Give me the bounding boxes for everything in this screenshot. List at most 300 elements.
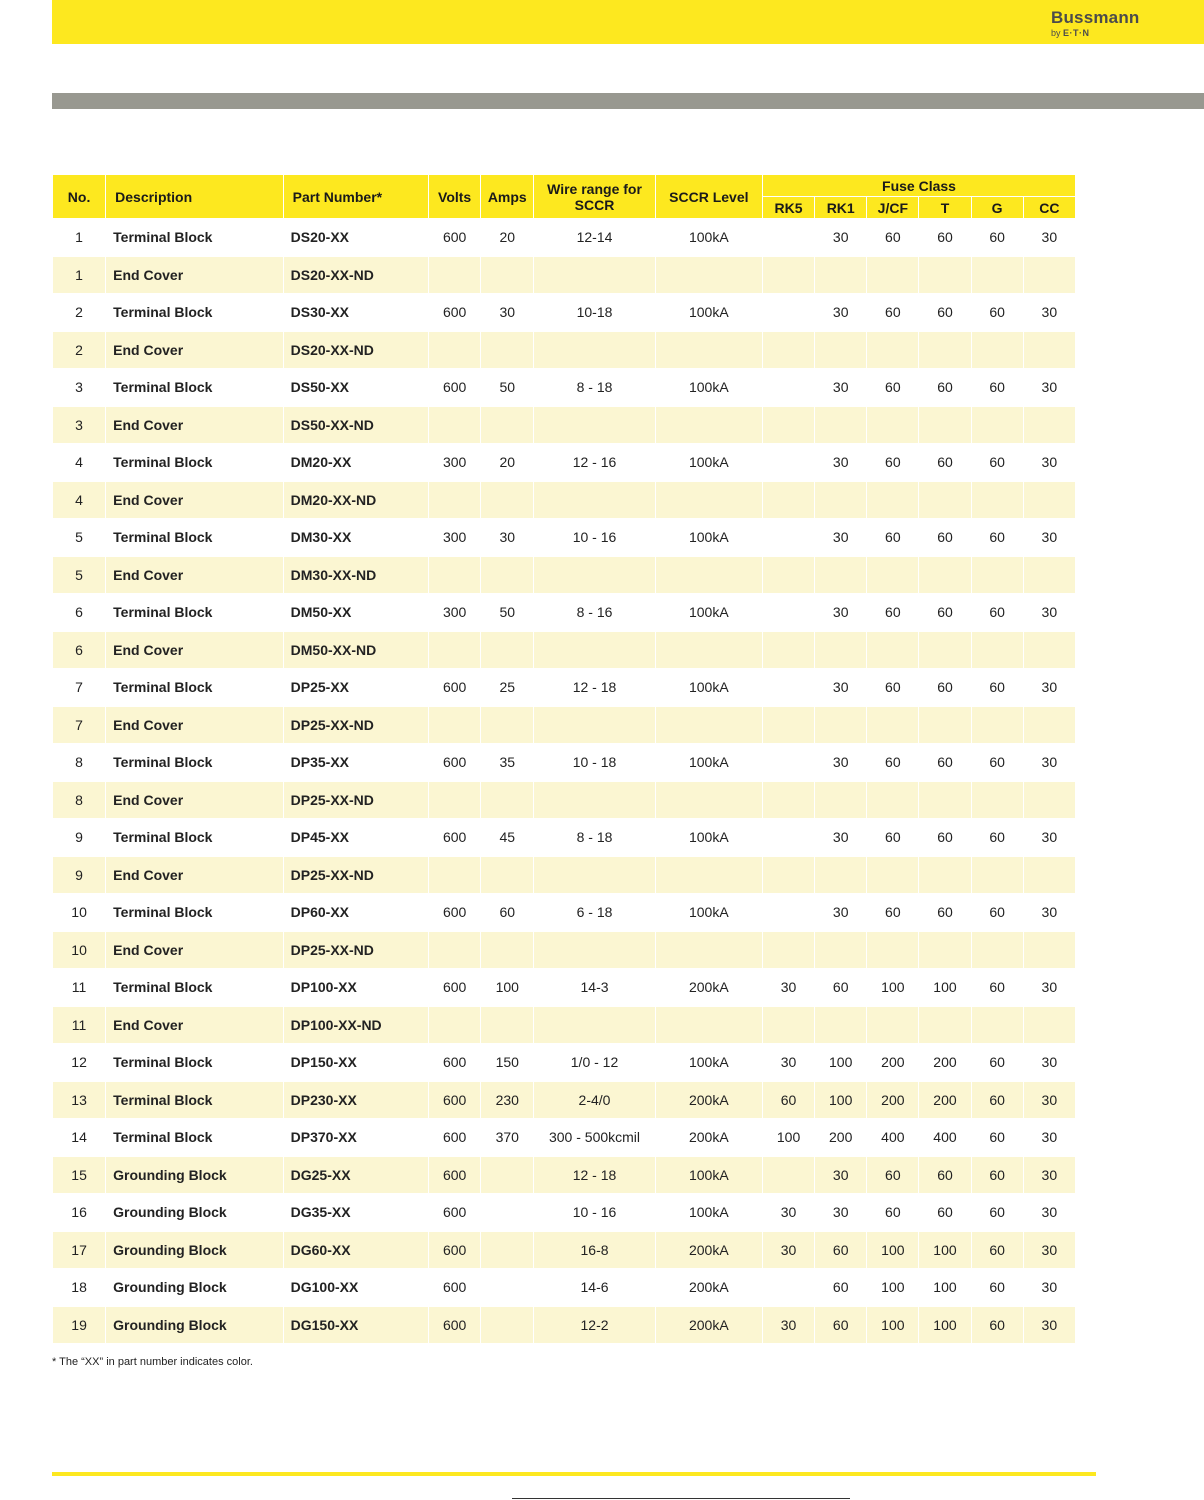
- cell-rk1: [815, 406, 867, 444]
- cell-amps: 60: [481, 894, 534, 932]
- cell-part-number: DM30-XX-ND: [283, 556, 428, 594]
- cell-jcf: [867, 1006, 919, 1044]
- header-wire-range: [534, 175, 655, 219]
- table-row: [53, 631, 1076, 669]
- cell-description: Grounding Block: [106, 1269, 284, 1307]
- header-sccr-level: SCCR Level: [655, 175, 762, 219]
- cell-t: [919, 1006, 971, 1044]
- cell-jcf: 100: [867, 1269, 919, 1307]
- cell-no: 3: [53, 406, 106, 444]
- footer-rule: [512, 1498, 850, 1499]
- cell-description: End Cover: [106, 481, 284, 519]
- cell-part-number: DG100-XX: [283, 1269, 428, 1307]
- cell-no: 7: [53, 706, 106, 744]
- cell-g: [971, 556, 1023, 594]
- cell-t: 100: [919, 1269, 971, 1307]
- header-part-number: Part Number*: [283, 175, 428, 219]
- cell-jcf: 60: [867, 1156, 919, 1194]
- cell-g: [971, 781, 1023, 819]
- table-row: [53, 1194, 1076, 1232]
- cell-cc: [1023, 256, 1075, 294]
- cell-description: Terminal Block: [106, 744, 284, 782]
- cell-description: End Cover: [106, 931, 284, 969]
- header-jcf: J/CF: [867, 197, 919, 219]
- cell-amps: [481, 1306, 534, 1344]
- cell-rk1: 30: [815, 294, 867, 332]
- cell-volts: [429, 556, 481, 594]
- cell-wire-range: 10 - 16: [534, 1194, 655, 1232]
- cell-part-number: DP100-XX: [283, 969, 428, 1007]
- footnote: * The “XX” in part number indicates color.: [52, 1356, 253, 1368]
- table-row: [53, 1306, 1076, 1344]
- cell-rk5: 30: [762, 1231, 814, 1269]
- cell-no: 9: [53, 856, 106, 894]
- cell-g: 60: [971, 519, 1023, 557]
- table-row: [53, 1119, 1076, 1157]
- cell-t: [919, 256, 971, 294]
- cell-rk5: 100: [762, 1119, 814, 1157]
- cell-sccr-level: [655, 631, 762, 669]
- cell-jcf: [867, 781, 919, 819]
- cell-rk1: 30: [815, 894, 867, 932]
- cell-g: [971, 1006, 1023, 1044]
- cell-t: 100: [919, 969, 971, 1007]
- cell-amps: 50: [481, 369, 534, 407]
- cell-part-number: DP370-XX: [283, 1119, 428, 1157]
- cell-rk5: [762, 631, 814, 669]
- cell-description: Terminal Block: [106, 1081, 284, 1119]
- cell-no: 8: [53, 744, 106, 782]
- cell-no: 5: [53, 519, 106, 557]
- cell-wire-range: 2-4/0: [534, 1081, 655, 1119]
- cell-jcf: 200: [867, 1081, 919, 1119]
- cell-description: End Cover: [106, 631, 284, 669]
- cell-part-number: DP100-XX-ND: [283, 1006, 428, 1044]
- cell-t: [919, 631, 971, 669]
- cell-amps: 230: [481, 1081, 534, 1119]
- cell-no: 15: [53, 1156, 106, 1194]
- cell-amps: 45: [481, 819, 534, 857]
- cell-amps: 20: [481, 219, 534, 257]
- cell-t: 200: [919, 1081, 971, 1119]
- cell-rk1: 200: [815, 1119, 867, 1157]
- cell-description: Terminal Block: [106, 894, 284, 932]
- cell-cc: 30: [1023, 1044, 1075, 1082]
- header-t: T: [919, 197, 971, 219]
- cell-part-number: DM20-XX: [283, 444, 428, 482]
- cell-sccr-level: 200kA: [655, 1119, 762, 1157]
- header-description: Description: [106, 175, 284, 219]
- cell-jcf: [867, 331, 919, 369]
- cell-rk5: [762, 781, 814, 819]
- cell-sccr-level: 200kA: [655, 1269, 762, 1307]
- cell-rk5: [762, 256, 814, 294]
- cell-description: Terminal Block: [106, 219, 284, 257]
- table-row: [53, 406, 1076, 444]
- cell-volts: 600: [429, 1269, 481, 1307]
- cell-jcf: [867, 481, 919, 519]
- table-row: [53, 331, 1076, 369]
- cell-part-number: DG150-XX: [283, 1306, 428, 1344]
- cell-t: 60: [919, 1156, 971, 1194]
- table-row: [53, 856, 1076, 894]
- table-row: [53, 256, 1076, 294]
- cell-wire-range: [534, 781, 655, 819]
- cell-g: 60: [971, 294, 1023, 332]
- cell-rk5: [762, 1156, 814, 1194]
- cell-t: 200: [919, 1044, 971, 1082]
- cell-volts: 600: [429, 1044, 481, 1082]
- cell-sccr-level: 100kA: [655, 669, 762, 707]
- cell-rk1: [815, 631, 867, 669]
- cell-part-number: DM50-XX-ND: [283, 631, 428, 669]
- cell-part-number: DP150-XX: [283, 1044, 428, 1082]
- cell-no: 10: [53, 894, 106, 932]
- cell-cc: 30: [1023, 1156, 1075, 1194]
- table-row: [53, 969, 1076, 1007]
- header-bar: [52, 0, 1204, 44]
- cell-rk5: [762, 369, 814, 407]
- cell-cc: 30: [1023, 894, 1075, 932]
- cell-rk5: [762, 669, 814, 707]
- cell-rk5: [762, 406, 814, 444]
- cell-no: 6: [53, 594, 106, 632]
- cell-description: Terminal Block: [106, 594, 284, 632]
- cell-no: 11: [53, 969, 106, 1007]
- cell-description: Terminal Block: [106, 969, 284, 1007]
- header-rk5: RK5: [762, 197, 814, 219]
- cell-sccr-level: 100kA: [655, 219, 762, 257]
- cell-description: End Cover: [106, 556, 284, 594]
- cell-part-number: DM20-XX-ND: [283, 481, 428, 519]
- cell-rk1: 30: [815, 1194, 867, 1232]
- cell-rk5: [762, 894, 814, 932]
- cell-g: 60: [971, 1156, 1023, 1194]
- cell-part-number: DP35-XX: [283, 744, 428, 782]
- cell-volts: [429, 931, 481, 969]
- cell-t: 100: [919, 1231, 971, 1269]
- table-row: [53, 219, 1076, 257]
- cell-g: 60: [971, 369, 1023, 407]
- cell-cc: [1023, 631, 1075, 669]
- cell-cc: 30: [1023, 1081, 1075, 1119]
- cell-wire-range: 12 - 18: [534, 669, 655, 707]
- cell-jcf: 60: [867, 219, 919, 257]
- cell-rk1: [815, 856, 867, 894]
- cell-jcf: 100: [867, 969, 919, 1007]
- cell-sccr-level: [655, 781, 762, 819]
- cell-amps: [481, 406, 534, 444]
- cell-t: 60: [919, 219, 971, 257]
- header-volts: Volts: [429, 175, 481, 219]
- cell-sccr-level: 200kA: [655, 969, 762, 1007]
- cell-jcf: 100: [867, 1306, 919, 1344]
- cell-jcf: 60: [867, 669, 919, 707]
- cell-wire-range: 8 - 18: [534, 819, 655, 857]
- cell-sccr-level: 200kA: [655, 1231, 762, 1269]
- cell-t: 60: [919, 819, 971, 857]
- cell-g: [971, 256, 1023, 294]
- cell-sccr-level: [655, 481, 762, 519]
- cell-volts: 600: [429, 1231, 481, 1269]
- cell-volts: [429, 256, 481, 294]
- cell-cc: 30: [1023, 369, 1075, 407]
- cell-t: 60: [919, 294, 971, 332]
- cell-amps: [481, 931, 534, 969]
- cell-volts: 600: [429, 744, 481, 782]
- cell-jcf: 100: [867, 1231, 919, 1269]
- cell-cc: [1023, 781, 1075, 819]
- cell-rk1: [815, 556, 867, 594]
- cell-part-number: DP230-XX: [283, 1081, 428, 1119]
- cell-part-number: DS20-XX-ND: [283, 256, 428, 294]
- cell-rk1: 30: [815, 219, 867, 257]
- cell-sccr-level: [655, 931, 762, 969]
- cell-volts: 600: [429, 294, 481, 332]
- cell-sccr-level: 100kA: [655, 444, 762, 482]
- cell-cc: [1023, 1006, 1075, 1044]
- cell-jcf: [867, 556, 919, 594]
- cell-wire-range: 8 - 18: [534, 369, 655, 407]
- cell-g: 60: [971, 1081, 1023, 1119]
- cell-amps: 370: [481, 1119, 534, 1157]
- cell-description: End Cover: [106, 331, 284, 369]
- cell-g: [971, 406, 1023, 444]
- cell-wire-range: [534, 256, 655, 294]
- cell-g: [971, 931, 1023, 969]
- cell-jcf: 200: [867, 1044, 919, 1082]
- cell-rk1: 30: [815, 444, 867, 482]
- cell-amps: [481, 1194, 534, 1232]
- cell-volts: [429, 1006, 481, 1044]
- cell-sccr-level: 200kA: [655, 1081, 762, 1119]
- cell-volts: 300: [429, 519, 481, 557]
- cell-g: [971, 631, 1023, 669]
- cell-sccr-level: 100kA: [655, 1044, 762, 1082]
- cell-cc: 30: [1023, 1306, 1075, 1344]
- cell-description: Grounding Block: [106, 1231, 284, 1269]
- cell-rk5: [762, 931, 814, 969]
- table-row: [53, 706, 1076, 744]
- cell-cc: [1023, 331, 1075, 369]
- table-row: [53, 894, 1076, 932]
- cell-volts: 600: [429, 369, 481, 407]
- cell-wire-range: 16-8: [534, 1231, 655, 1269]
- cell-sccr-level: 100kA: [655, 894, 762, 932]
- cell-no: 19: [53, 1306, 106, 1344]
- cell-volts: 600: [429, 1119, 481, 1157]
- table-row: [53, 556, 1076, 594]
- cell-t: 400: [919, 1119, 971, 1157]
- cell-part-number: DM30-XX: [283, 519, 428, 557]
- cell-rk1: 30: [815, 744, 867, 782]
- cell-volts: [429, 781, 481, 819]
- header-rk1: RK1: [815, 197, 867, 219]
- cell-part-number: DP60-XX: [283, 894, 428, 932]
- cell-cc: 30: [1023, 519, 1075, 557]
- cell-sccr-level: 200kA: [655, 1306, 762, 1344]
- cell-rk5: [762, 1269, 814, 1307]
- cell-amps: 30: [481, 294, 534, 332]
- table-row: [53, 669, 1076, 707]
- cell-rk1: 30: [815, 819, 867, 857]
- cell-no: 13: [53, 1081, 106, 1119]
- cell-rk5: 30: [762, 1044, 814, 1082]
- cell-amps: [481, 1231, 534, 1269]
- cell-t: 60: [919, 519, 971, 557]
- cell-no: 6: [53, 631, 106, 669]
- cell-wire-range: 14-3: [534, 969, 655, 1007]
- cell-description: End Cover: [106, 406, 284, 444]
- header-g: G: [971, 197, 1023, 219]
- table-row: [53, 1156, 1076, 1194]
- cell-g: [971, 331, 1023, 369]
- cell-jcf: [867, 406, 919, 444]
- cell-no: 2: [53, 294, 106, 332]
- cell-g: 60: [971, 1231, 1023, 1269]
- cell-t: [919, 406, 971, 444]
- cell-part-number: DP25-XX-ND: [283, 931, 428, 969]
- cell-volts: [429, 856, 481, 894]
- cell-amps: [481, 556, 534, 594]
- cell-volts: 600: [429, 894, 481, 932]
- cell-cc: [1023, 406, 1075, 444]
- cell-rk5: [762, 706, 814, 744]
- cell-rk1: 30: [815, 519, 867, 557]
- cell-part-number: DG25-XX: [283, 1156, 428, 1194]
- cell-volts: [429, 631, 481, 669]
- cell-sccr-level: [655, 706, 762, 744]
- cell-rk5: [762, 556, 814, 594]
- cell-amps: [481, 481, 534, 519]
- cell-rk1: 30: [815, 669, 867, 707]
- cell-cc: 30: [1023, 594, 1075, 632]
- cell-rk5: [762, 481, 814, 519]
- cell-rk1: 60: [815, 1306, 867, 1344]
- cell-rk5: 30: [762, 1194, 814, 1232]
- cell-rk1: [815, 931, 867, 969]
- cell-amps: [481, 856, 534, 894]
- header-fuse-class: Fuse Class: [762, 175, 1075, 197]
- cell-sccr-level: 100kA: [655, 519, 762, 557]
- header-wire-range-line2: SCCR: [574, 196, 615, 213]
- cell-rk5: 30: [762, 1306, 814, 1344]
- cell-t: [919, 706, 971, 744]
- cell-rk5: [762, 856, 814, 894]
- cell-cc: [1023, 856, 1075, 894]
- cell-wire-range: 14-6: [534, 1269, 655, 1307]
- cell-g: [971, 706, 1023, 744]
- cell-sccr-level: [655, 331, 762, 369]
- cell-jcf: 60: [867, 369, 919, 407]
- cell-no: 12: [53, 1044, 106, 1082]
- cell-g: 60: [971, 1119, 1023, 1157]
- cell-cc: 30: [1023, 1194, 1075, 1232]
- cell-g: 60: [971, 819, 1023, 857]
- cell-no: 9: [53, 819, 106, 857]
- cell-g: 60: [971, 1269, 1023, 1307]
- cell-rk1: [815, 481, 867, 519]
- cell-amps: 20: [481, 444, 534, 482]
- cell-no: 17: [53, 1231, 106, 1269]
- cell-cc: 30: [1023, 744, 1075, 782]
- cell-jcf: 60: [867, 744, 919, 782]
- cell-sccr-level: 100kA: [655, 369, 762, 407]
- table-row: [53, 1269, 1076, 1307]
- table-row: [53, 1081, 1076, 1119]
- cell-volts: [429, 481, 481, 519]
- cell-part-number: DG35-XX: [283, 1194, 428, 1232]
- header-no: No.: [53, 175, 106, 219]
- cell-amps: [481, 1156, 534, 1194]
- cell-description: End Cover: [106, 256, 284, 294]
- cell-no: 16: [53, 1194, 106, 1232]
- cell-t: 60: [919, 594, 971, 632]
- cell-jcf: [867, 931, 919, 969]
- cell-wire-range: [534, 406, 655, 444]
- cell-description: End Cover: [106, 781, 284, 819]
- cell-sccr-level: [655, 856, 762, 894]
- cell-volts: 300: [429, 594, 481, 632]
- cell-wire-range: 12-2: [534, 1306, 655, 1344]
- cell-sccr-level: 100kA: [655, 744, 762, 782]
- cell-part-number: DP25-XX: [283, 669, 428, 707]
- cell-wire-range: 10-18: [534, 294, 655, 332]
- cell-jcf: [867, 856, 919, 894]
- table-row: [53, 1231, 1076, 1269]
- cell-sccr-level: 100kA: [655, 1194, 762, 1232]
- cell-wire-range: [534, 556, 655, 594]
- cell-volts: 600: [429, 1194, 481, 1232]
- cell-description: End Cover: [106, 706, 284, 744]
- cell-cc: 30: [1023, 1119, 1075, 1157]
- cell-t: [919, 556, 971, 594]
- cell-t: 60: [919, 444, 971, 482]
- cell-part-number: DS30-XX: [283, 294, 428, 332]
- cell-description: Grounding Block: [106, 1194, 284, 1232]
- cell-part-number: DP25-XX-ND: [283, 781, 428, 819]
- cell-g: 60: [971, 219, 1023, 257]
- header-wire-range-line1: Wire range for: [547, 180, 642, 197]
- cell-rk1: 60: [815, 1231, 867, 1269]
- table-row: [53, 819, 1076, 857]
- cell-cc: 30: [1023, 219, 1075, 257]
- cell-amps: 50: [481, 594, 534, 632]
- table-row: [53, 481, 1076, 519]
- table-row: [53, 781, 1076, 819]
- cell-amps: 100: [481, 969, 534, 1007]
- cell-t: 60: [919, 369, 971, 407]
- section-divider-bar: [52, 93, 1204, 109]
- cell-description: Terminal Block: [106, 294, 284, 332]
- cell-sccr-level: [655, 256, 762, 294]
- cell-cc: [1023, 556, 1075, 594]
- header-cc: CC: [1023, 197, 1075, 219]
- cell-volts: 600: [429, 969, 481, 1007]
- cell-volts: 600: [429, 1306, 481, 1344]
- cell-cc: 30: [1023, 444, 1075, 482]
- cell-rk5: [762, 294, 814, 332]
- cell-part-number: DS20-XX-ND: [283, 331, 428, 369]
- cell-volts: 300: [429, 444, 481, 482]
- cell-jcf: 60: [867, 1194, 919, 1232]
- cell-wire-range: [534, 631, 655, 669]
- cell-description: Grounding Block: [106, 1306, 284, 1344]
- cell-description: Terminal Block: [106, 669, 284, 707]
- cell-amps: [481, 1269, 534, 1307]
- cell-no: 11: [53, 1006, 106, 1044]
- cell-part-number: DP45-XX: [283, 819, 428, 857]
